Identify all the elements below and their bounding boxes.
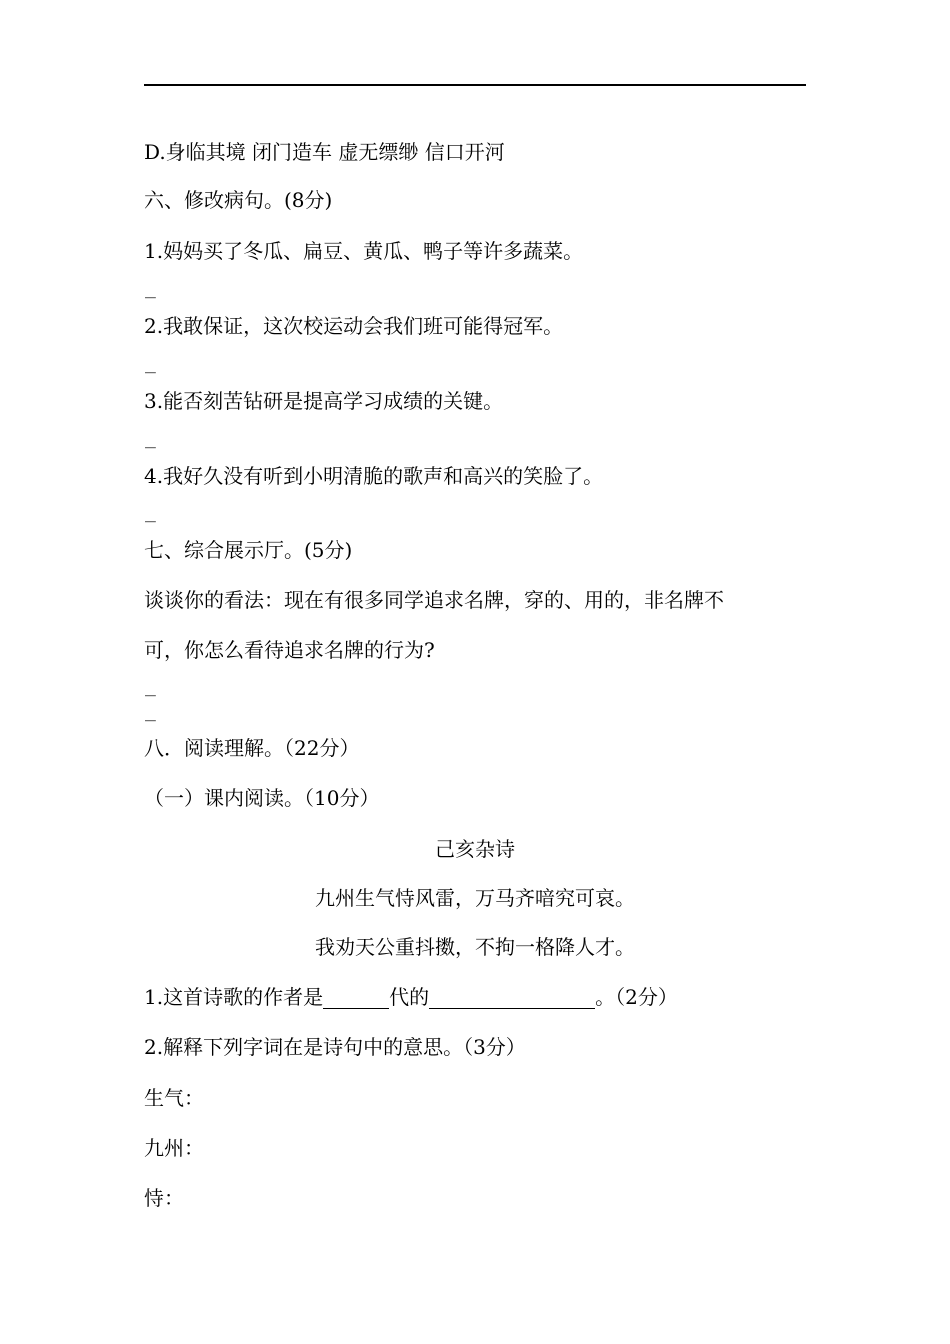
author-blank[interactable] — [429, 988, 595, 1009]
section6-item-4: 4.我好久没有听到小明清脆的歌声和高兴的笑脸了。 — [144, 464, 604, 488]
dynasty-blank[interactable] — [323, 988, 389, 1009]
question-1-text-a: 1.这首诗歌的作者是 — [144, 985, 324, 1009]
section6-item-3: 3.能否刻苦钻研是提高学习成绩的关键。 — [144, 389, 504, 413]
answer-blank[interactable]: _ — [145, 278, 156, 299]
question-2: 2.解释下列字词在是诗句中的意思。（3分） — [144, 1035, 526, 1059]
question-1-text-b: 代的 — [389, 985, 430, 1009]
answer-blank[interactable]: _ — [145, 502, 156, 523]
answer-blank[interactable]: _ — [145, 428, 156, 449]
question-1 — [144, 985, 678, 1009]
term-shi: 恃： — [144, 1186, 184, 1210]
section7-heading: 七、综合展示厅。(5分) — [144, 538, 353, 562]
section8-subheading: （一）课内阅读。（10分） — [144, 786, 380, 810]
section8-heading: 八．阅读理解。（22分） — [144, 736, 360, 760]
section6-item-1: 1.妈妈买了冬瓜、扁豆、黄瓜、鸭子等许多蔬菜。 — [144, 239, 584, 263]
poem-line-2: 我劝天公重抖擞，不拘一格降人才。 — [315, 935, 635, 959]
answer-blank[interactable]: _ — [145, 701, 156, 722]
term-shengqi: 生气： — [144, 1086, 204, 1110]
poem-title: 己亥杂诗 — [435, 837, 515, 861]
answer-blank[interactable]: _ — [145, 676, 156, 697]
section7-prompt-line2: 可，你怎么看待追求名牌的行为? — [144, 638, 435, 662]
section6-heading: 六、修改病句。(8分) — [144, 188, 333, 212]
question-1-text-c: 。（2分） — [595, 985, 678, 1009]
poem-line-1: 九州生气恃风雷，万马齐喑究可哀。 — [315, 886, 635, 910]
term-jiuzhou: 九州： — [144, 1136, 204, 1160]
option-d: D.身临其境 闭门造车 虚无缥缈 信口开河 — [144, 140, 505, 164]
section7-prompt-line1: 谈谈你的看法：现在有很多同学追求名牌，穿的、用的，非名牌不 — [144, 588, 724, 612]
answer-blank[interactable]: _ — [145, 353, 156, 374]
top-divider — [144, 84, 806, 86]
section6-item-2: 2.我敢保证，这次校运动会我们班可能得冠军。 — [144, 314, 564, 338]
